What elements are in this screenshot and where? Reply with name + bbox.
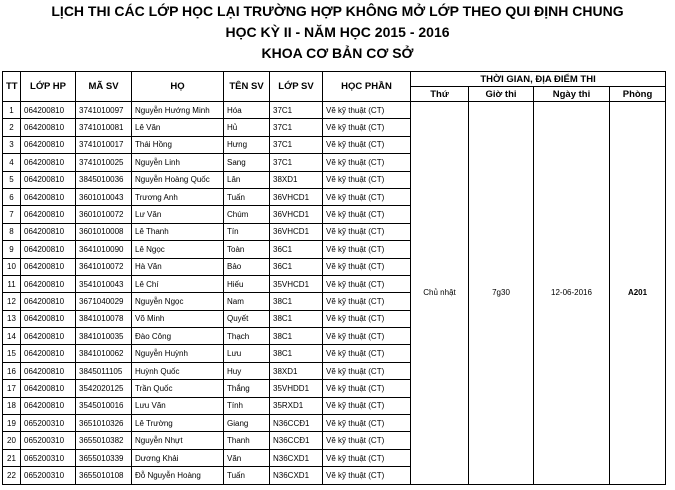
cell-ma-sv: 3741010081 (76, 119, 132, 136)
cell-hoc-phan: Vẽ kỹ thuật (CT) (323, 328, 411, 345)
col-header-ngay-thi: Ngày thi (534, 87, 610, 102)
cell-lop-hp: 064200810 (21, 119, 76, 136)
cell-hoc-phan: Vẽ kỹ thuật (CT) (323, 206, 411, 223)
semester-subtitle: HỌC KỲ II - NĂM HỌC 2015 - 2016 (225, 24, 450, 40)
cell-ma-sv: 3655010382 (76, 432, 132, 449)
cell-hoc-phan: Vẽ kỹ thuật (CT) (323, 258, 411, 275)
cell-tt: 5 (3, 171, 21, 188)
table-body (3, 102, 666, 485)
cell-ten-sv: Tuấn (224, 467, 270, 484)
cell-tt: 9 (3, 241, 21, 258)
cell-lop-hp: 064200810 (21, 328, 76, 345)
cell-ten-sv: Huy (224, 362, 270, 379)
cell-lop-hp: 064200810 (21, 206, 76, 223)
cell-lop-hp: 064200810 (21, 397, 76, 414)
cell-lop-hp: 065200310 (21, 415, 76, 432)
cell-ten-sv: Sang (224, 154, 270, 171)
exam-room-cell: A201 (610, 102, 666, 485)
col-header-hoc-phan: HỌC PHẦN (323, 72, 411, 102)
cell-lop-hp: 064200810 (21, 223, 76, 240)
cell-lop-hp: 064200810 (21, 241, 76, 258)
cell-lop-sv: 38C1 (270, 345, 323, 362)
cell-ten-sv: Hóa (224, 102, 270, 119)
cell-hoc-phan: Vẽ kỹ thuật (CT) (323, 397, 411, 414)
cell-ten-sv: Lân (224, 171, 270, 188)
cell-lop-hp: 065200310 (21, 449, 76, 466)
cell-ten-sv: Tính (224, 397, 270, 414)
cell-lop-sv: 36VHCD1 (270, 223, 323, 240)
cell-ho: Nguyễn Huỳnh (132, 345, 224, 362)
col-header-exam-group: THỜI GIAN, ĐỊA ĐIỂM THI (411, 72, 666, 87)
cell-ten-sv: Hủ (224, 119, 270, 136)
cell-ten-sv: Tuấn (224, 188, 270, 205)
cell-ho: Lư Văn (132, 206, 224, 223)
cell-tt: 13 (3, 310, 21, 327)
cell-ma-sv: 3845010036 (76, 171, 132, 188)
cell-ten-sv: Quyết (224, 310, 270, 327)
cell-hoc-phan: Vẽ kỹ thuật (CT) (323, 432, 411, 449)
cell-ten-sv: Giang (224, 415, 270, 432)
cell-tt: 8 (3, 223, 21, 240)
cell-ma-sv: 3651010326 (76, 415, 132, 432)
table-row (3, 102, 666, 119)
cell-ma-sv: 3601010072 (76, 206, 132, 223)
cell-ma-sv: 3841010062 (76, 345, 132, 362)
cell-tt: 20 (3, 432, 21, 449)
cell-hoc-phan: Vẽ kỹ thuật (CT) (323, 345, 411, 362)
cell-ho: Nguyễn Linh (132, 154, 224, 171)
cell-lop-sv: 36C1 (270, 241, 323, 258)
cell-ma-sv: 3741010017 (76, 136, 132, 153)
cell-tt: 7 (3, 206, 21, 223)
cell-lop-hp: 064200810 (21, 102, 76, 119)
cell-ma-sv: 3542020125 (76, 380, 132, 397)
cell-ma-sv: 3541010043 (76, 275, 132, 292)
cell-hoc-phan: Vẽ kỹ thuật (CT) (323, 275, 411, 292)
exam-schedule-table (2, 71, 666, 485)
cell-lop-sv: N36CXD1 (270, 449, 323, 466)
col-header-thu: Thứ (411, 87, 469, 102)
cell-ho: Lê Trường (132, 415, 224, 432)
cell-tt: 19 (3, 415, 21, 432)
cell-lop-hp: 064200810 (21, 345, 76, 362)
col-header-gio-thi: Giờ thi (469, 87, 534, 102)
cell-ho: Lê Thanh (132, 223, 224, 240)
cell-tt: 11 (3, 275, 21, 292)
cell-tt: 12 (3, 293, 21, 310)
cell-ho: Trần Quốc (132, 380, 224, 397)
cell-ten-sv: Toàn (224, 241, 270, 258)
cell-ten-sv: Văn (224, 449, 270, 466)
cell-hoc-phan: Vẽ kỹ thuật (CT) (323, 467, 411, 484)
cell-ho: Hà Văn (132, 258, 224, 275)
cell-ten-sv: Bảo (224, 258, 270, 275)
cell-lop-sv: 38C1 (270, 293, 323, 310)
cell-lop-sv: 37C1 (270, 102, 323, 119)
cell-lop-hp: 064200810 (21, 293, 76, 310)
cell-lop-sv: 36VHCD1 (270, 206, 323, 223)
cell-tt: 6 (3, 188, 21, 205)
col-header-ma-sv: MÃ SV (76, 72, 132, 102)
cell-lop-hp: 064200810 (21, 310, 76, 327)
cell-lop-sv: 36VHCD1 (270, 188, 323, 205)
cell-tt: 4 (3, 154, 21, 171)
cell-tt: 14 (3, 328, 21, 345)
cell-tt: 16 (3, 362, 21, 379)
cell-ten-sv: Thanh (224, 432, 270, 449)
cell-lop-sv: 36C1 (270, 258, 323, 275)
cell-ten-sv: Thắng (224, 380, 270, 397)
cell-lop-sv: 37C1 (270, 119, 323, 136)
cell-lop-sv: 37C1 (270, 154, 323, 171)
cell-ten-sv: Hiếu (224, 275, 270, 292)
cell-ma-sv: 3641010072 (76, 258, 132, 275)
cell-lop-sv: 38XD1 (270, 171, 323, 188)
cell-lop-hp: 064200810 (21, 275, 76, 292)
cell-ma-sv: 3601010043 (76, 188, 132, 205)
cell-hoc-phan: Vẽ kỹ thuật (CT) (323, 310, 411, 327)
cell-ho: Huỳnh Quốc (132, 362, 224, 379)
cell-ma-sv: 3841010078 (76, 310, 132, 327)
cell-lop-hp: 064200810 (21, 154, 76, 171)
cell-hoc-phan: Vẽ kỹ thuật (CT) (323, 449, 411, 466)
cell-lop-sv: N36CCĐ1 (270, 415, 323, 432)
cell-tt: 1 (3, 102, 21, 119)
col-header-tt: TT (3, 72, 21, 102)
cell-tt: 3 (3, 136, 21, 153)
cell-hoc-phan: Vẽ kỹ thuật (CT) (323, 188, 411, 205)
cell-tt: 17 (3, 380, 21, 397)
cell-ho: Thái Hồng (132, 136, 224, 153)
exam-day-cell: Chủ nhật (411, 102, 469, 485)
cell-ten-sv: Chúm (224, 206, 270, 223)
cell-hoc-phan: Vẽ kỹ thuật (CT) (323, 119, 411, 136)
cell-hoc-phan: Vẽ kỹ thuật (CT) (323, 362, 411, 379)
cell-ho: Nguyễn Hướng Minh (132, 102, 224, 119)
cell-ho: Lưu Văn (132, 397, 224, 414)
cell-hoc-phan: Vẽ kỹ thuật (CT) (323, 380, 411, 397)
cell-ma-sv: 3841010035 (76, 328, 132, 345)
cell-ma-sv: 3655010339 (76, 449, 132, 466)
exam-date-cell: 12-06-2016 (534, 102, 610, 485)
cell-lop-sv: N36CXD1 (270, 467, 323, 484)
cell-lop-hp: 064200810 (21, 171, 76, 188)
cell-hoc-phan: Vẽ kỹ thuật (CT) (323, 171, 411, 188)
cell-tt: 21 (3, 449, 21, 466)
cell-ma-sv: 3601010008 (76, 223, 132, 240)
cell-lop-hp: 064200810 (21, 380, 76, 397)
cell-ho: Lê Văn (132, 119, 224, 136)
col-header-ten-sv: TÊN SV (224, 72, 270, 102)
cell-ho: Nguyễn Nhựt (132, 432, 224, 449)
cell-lop-sv: 37C1 (270, 136, 323, 153)
cell-lop-sv: 35VHCD1 (270, 275, 323, 292)
cell-hoc-phan: Vẽ kỹ thuật (CT) (323, 154, 411, 171)
faculty-subtitle: KHOA CƠ BẢN CƠ SỞ (261, 45, 414, 61)
cell-ho: Trương Anh (132, 188, 224, 205)
cell-tt: 10 (3, 258, 21, 275)
cell-lop-sv: 35VHDD1 (270, 380, 323, 397)
cell-hoc-phan: Vẽ kỹ thuật (CT) (323, 241, 411, 258)
cell-ma-sv: 3671040029 (76, 293, 132, 310)
page-title: LỊCH THI CÁC LỚP HỌC LẠI TRƯỜNG HỢP KHÔNG MỞ LỚP THEO QUI ĐỊNH CHUNG (51, 3, 624, 19)
cell-hoc-phan: Vẽ kỹ thuật (CT) (323, 102, 411, 119)
cell-lop-hp: 065200310 (21, 467, 76, 484)
cell-ho: Dương Khải (132, 449, 224, 466)
cell-ma-sv: 3845011105 (76, 362, 132, 379)
cell-ho: Lê Ngọc (132, 241, 224, 258)
col-header-phong: Phòng (610, 87, 666, 102)
cell-hoc-phan: Vẽ kỹ thuật (CT) (323, 136, 411, 153)
cell-lop-hp: 064200810 (21, 136, 76, 153)
cell-lop-sv: 38XD1 (270, 362, 323, 379)
cell-tt: 18 (3, 397, 21, 414)
cell-lop-sv: 38C1 (270, 328, 323, 345)
col-header-lop-hp: LỚP HP (21, 72, 76, 102)
cell-tt: 15 (3, 345, 21, 362)
cell-ma-sv: 3655010108 (76, 467, 132, 484)
cell-ten-sv: Tín (224, 223, 270, 240)
cell-ma-sv: 3741010025 (76, 154, 132, 171)
cell-ten-sv: Thạch (224, 328, 270, 345)
cell-ma-sv: 3641010090 (76, 241, 132, 258)
col-header-ho: HỌ (132, 72, 224, 102)
cell-ho: Đào Công (132, 328, 224, 345)
cell-ma-sv: 3741010097 (76, 102, 132, 119)
cell-hoc-phan: Vẽ kỹ thuật (CT) (323, 415, 411, 432)
cell-ho: Đỗ Nguyễn Hoàng (132, 467, 224, 484)
cell-lop-hp: 064200810 (21, 188, 76, 205)
cell-ho: Lê Chí (132, 275, 224, 292)
cell-lop-sv: 35RXD1 (270, 397, 323, 414)
cell-ten-sv: Lưu (224, 345, 270, 362)
cell-tt: 22 (3, 467, 21, 484)
header-row-top (3, 72, 666, 87)
cell-ten-sv: Nam (224, 293, 270, 310)
cell-ho: Võ Minh (132, 310, 224, 327)
cell-tt: 2 (3, 119, 21, 136)
cell-ma-sv: 3545010016 (76, 397, 132, 414)
cell-lop-sv: 38C1 (270, 310, 323, 327)
cell-lop-sv: N36CCĐ1 (270, 432, 323, 449)
cell-ten-sv: Hưng (224, 136, 270, 153)
cell-lop-hp: 065200310 (21, 432, 76, 449)
cell-lop-hp: 064200810 (21, 362, 76, 379)
cell-lop-hp: 064200810 (21, 258, 76, 275)
cell-hoc-phan: Vẽ kỹ thuật (CT) (323, 223, 411, 240)
cell-ho: Nguyễn Ngọc (132, 293, 224, 310)
cell-hoc-phan: Vẽ kỹ thuật (CT) (323, 293, 411, 310)
exam-time-cell: 7g30 (469, 102, 534, 485)
col-header-lop-sv: LỚP SV (270, 72, 323, 102)
cell-ho: Nguyễn Hoàng Quốc (132, 171, 224, 188)
